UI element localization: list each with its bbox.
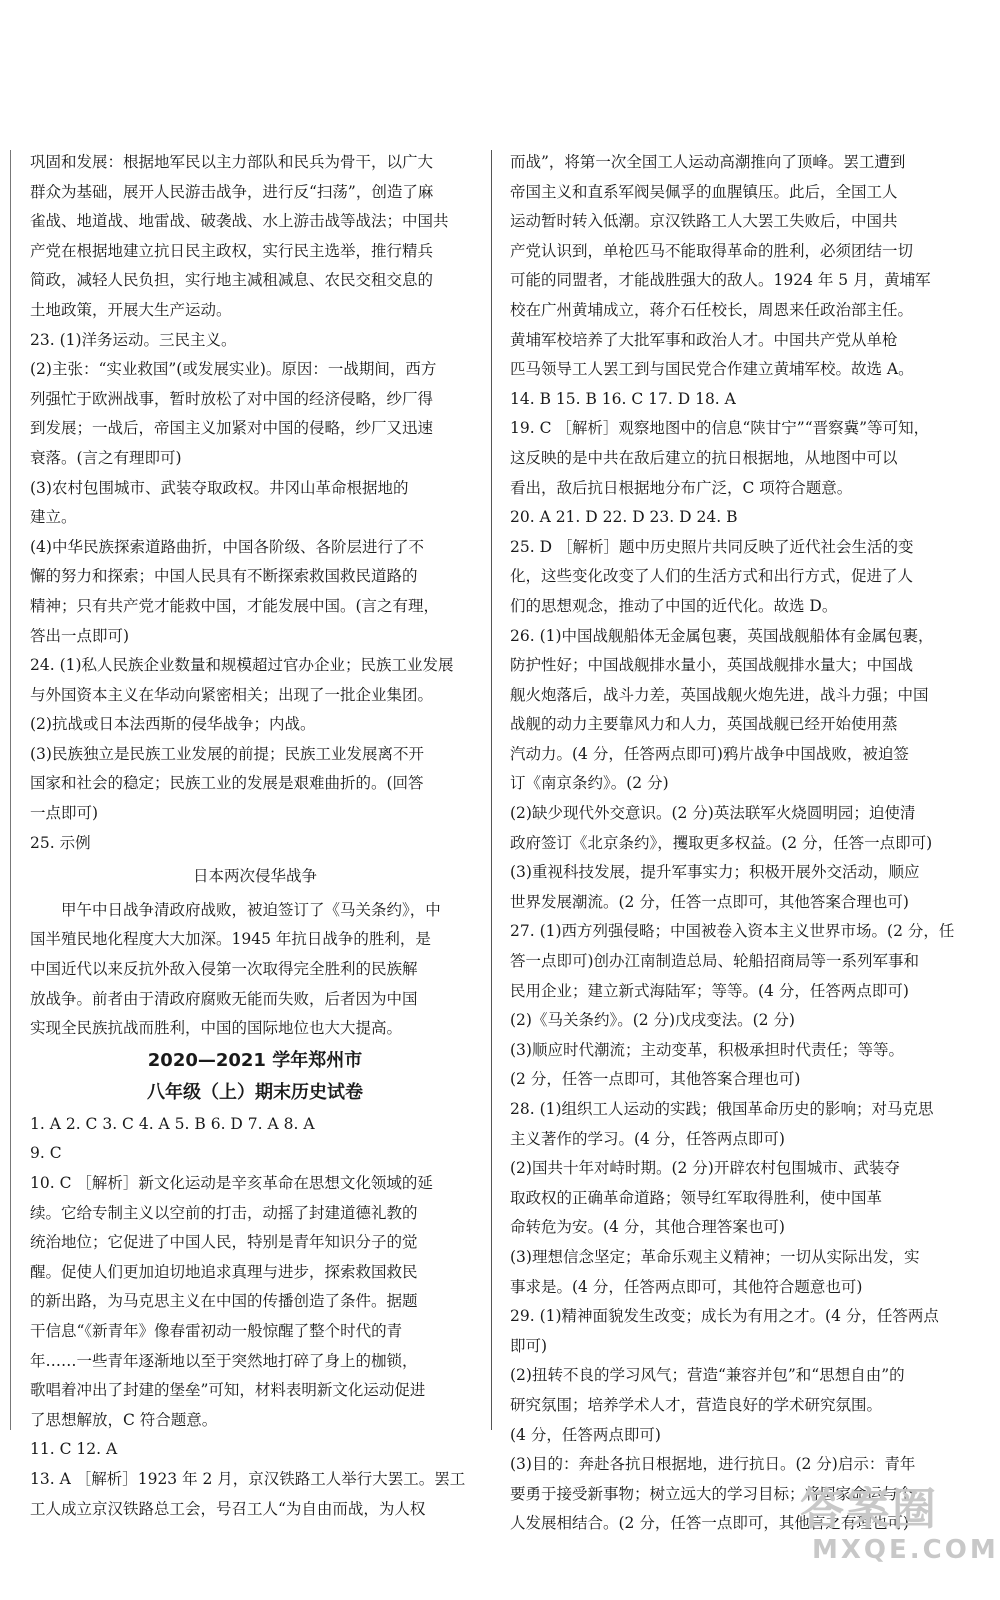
text-line: (1)洋务运动。三民主义。: [59, 330, 237, 349]
question-24: [30, 651, 480, 829]
text-line: 政府签订《北京条约》，攫取更多权益。(2 分，任答一点即可): [510, 833, 933, 852]
text-line: C ［解析］新文化运动是辛亥革命在思想文化领域的延: [59, 1174, 433, 1192]
text-line: 而战”，将第一次全国工人运动高潮推向了顶峰。罢工遭到: [510, 153, 906, 171]
text-line: 建立。: [30, 508, 77, 527]
text-line: 到发展；一战后，帝国主义加紧对中国的侵略，纱厂又迅速: [30, 419, 434, 438]
text-line: (2)国共十年对峙时期。(2 分)开辟农村包围城市、武装夺: [510, 1159, 900, 1178]
text-line: 看出，敌后抗日根据地分布广泛，C 项符合题意。: [510, 478, 853, 497]
question-27: [510, 917, 962, 1095]
text-line: 民用企业；建立新式海陆军；等等。(4 分，任答两点即可): [510, 981, 909, 1000]
text-line: 产党在根据地建立抗日民主政权，实行民主选举，推行精兵: [30, 241, 434, 260]
text-line: (3)重视科技发展，提升军事实力；积极开展外交活动，顺应: [510, 863, 920, 882]
text-line: (2)抗战或日本法西斯的侵华战争；内战。: [30, 715, 316, 734]
text-line: 工人成立京汉铁路总工会，号召工人“为自由而战，为人权: [30, 1499, 426, 1518]
question-number: 27.: [510, 922, 535, 941]
text-line: (1)精神面貌发生改变；成长为有用之才。(4 分，任答两点: [539, 1307, 939, 1326]
text-line: 放战争。前者由于清政府腐败无能而失败，后者因为中国: [30, 989, 418, 1008]
right-column: [510, 148, 962, 1539]
text-line: (3)农村包围城市、武装夺取政权。井冈山革命根据地的: [30, 478, 409, 497]
text-line: 的新出路，为马克思主义在中国的传播创造了条件。据题: [30, 1292, 418, 1311]
text-line: (1)组织工人运动的实践；俄国革命历史的影响；对马克思: [539, 1100, 934, 1118]
watermark-logo-text: 答案圈: [800, 1484, 938, 1535]
text-line: 订《南京条约》。(2 分): [510, 774, 669, 793]
text-line: (4 分，任答两点即可): [510, 1425, 661, 1444]
text-line: 歌唱着冲出了封建的堡垒”可知，材料表明新文化运动促进: [30, 1381, 426, 1400]
intro-block: [30, 148, 480, 326]
mc-answers: 9. C: [30, 1144, 62, 1163]
text-line: (2)主张：“实业救国”(或发展实业)。原因：一战期间，西方: [30, 360, 437, 379]
text-line: 即可): [510, 1336, 548, 1355]
question-13: [30, 1465, 480, 1524]
text-line: 统治地位；它促进了中国人民，特别是青年知识分子的觉: [30, 1233, 418, 1252]
question-13-continued: [510, 148, 962, 385]
text-line: 产党认识到，单枪匹马不能取得革命的胜利，必须团结一切: [510, 241, 914, 260]
mc-answers: 20. A 21. D 22. D 23. D 24. B: [510, 508, 738, 527]
text-line: (3)目的：奔赴各抗日根据地，进行抗日。(2 分)启示：青年: [510, 1455, 916, 1474]
text-line: 衰落。(言之有理即可): [30, 448, 182, 467]
question-10: [30, 1169, 480, 1435]
exam-title-line-1: 2020—2021 学年郑州市: [147, 1049, 363, 1071]
text-line: 这反映的是中共在敌后建立的抗日根据地，从地图中可以: [510, 448, 898, 467]
question-28: [510, 1095, 962, 1302]
text-line: 战舰的动力主要靠风力和人力，英国战舰已经开始使用蒸: [510, 715, 898, 734]
text-line: 主义著作的学习。(4 分，任答两点即可): [510, 1129, 785, 1148]
text-line: 甲午中日战争清政府战败，被迫签订了《马关条约》，中: [61, 900, 441, 919]
text-line: 续。它给专制主义以空前的打击，动摇了封建道德礼教的: [30, 1203, 418, 1222]
left-margin-line: [10, 150, 11, 1430]
question-number: 24.: [30, 656, 55, 675]
mc-answers: 14. B 15. B 16. C 17. D 18. A: [510, 389, 736, 408]
question-26: [510, 622, 962, 918]
text-line: 运动暂时转入低潮。京汉铁路工人大罢工失败后，中国共: [510, 212, 898, 231]
text-line: (2)缺少现代外交意识。(2 分)英法联军火烧圆明园；迫使清: [510, 804, 916, 823]
question-number: 25.: [510, 537, 535, 556]
text-line: 黄埔军校培养了大批军事和政治人才。中国共产党从单枪: [510, 330, 898, 349]
text-line: 群众为基础，展开人民游击战争，进行反“扫荡”，创造了麻: [30, 182, 434, 201]
question-number: 25.: [30, 833, 55, 852]
text-line: 干信息“《新青年》像春雷初动一般惊醒了整个时代的青: [30, 1321, 403, 1340]
text-line: (2 分，任答一点即可，其他答案合理也可): [510, 1070, 801, 1089]
text-line: (1)中国战舰船体无金属包裹，英国战舰船体有金属包裹，: [539, 626, 934, 645]
column-divider: [491, 150, 492, 1430]
text-line: (2)扭转不良的学习风气；营造“兼容并包”和“思想自由”的: [510, 1366, 905, 1385]
question-25: [30, 829, 480, 1044]
text-line: 中国近代以来反抗外敌入侵第一次取得完全胜利的民族解: [30, 960, 418, 979]
text-line: 化，这些变化改变了人们的生活方式和出行方式，促进了人: [510, 567, 914, 586]
text-line: 世界发展潮流。(2 分，任答一点即可，其他答案合理也可): [510, 892, 909, 911]
example-label: 示例: [59, 833, 91, 852]
text-line: 实现全民族抗战而胜利，中国的国际地位也大大提高。: [30, 1019, 403, 1038]
text-line: 年……一些青年逐渐地以至于突然地打碎了身上的枷锁，: [30, 1351, 418, 1370]
text-line: 国家和社会的稳定；民族工业的发展是艰难曲折的。(回答: [30, 774, 424, 793]
text-line: 雀战、地道战、地雷战、破袭战、水上游击战等战法；中国共: [30, 212, 449, 231]
text-line: (2)《马关条约》。(2 分)戊戌变法。(2 分): [510, 1011, 795, 1030]
text-line: 研究氛围；培养学术人才，营造良好的学术研究氛围。: [510, 1395, 883, 1414]
text-line: 答一点即可)创办江南制造总局、轮船招商局等一系列军事和: [510, 952, 920, 971]
text-line: 汽动力。(4 分，任答两点即可)鸦片战争中国战败，被迫签: [510, 744, 909, 763]
text-line: 匹马领导工人罢工到与国民党合作建立黄埔军校。故选 A。: [510, 360, 914, 379]
question-number: 10.: [30, 1174, 55, 1192]
text-line: D ［解析］题中历史照片共同反映了近代社会生活的变: [539, 537, 914, 556]
mc-answers: 1. A 2. C 3. C 4. A 5. B 6. D 7. A 8. A: [30, 1114, 315, 1133]
text-line: (3)民族独立是民族工业发展的前提；民族工业发展离不开: [30, 744, 424, 763]
question-number: 29.: [510, 1307, 535, 1326]
text-line: (4)中华民族探索道路曲折，中国各阶级、各阶层进行了不: [30, 537, 424, 556]
watermark-url: MXQE.COM: [812, 1535, 999, 1565]
text-line: 精神；只有共产党才能救中国，才能发展中国。(言之有理，: [30, 596, 440, 615]
text-line: 醒。促使人们更加迫切地追求真理与进步，探索救国救民: [30, 1262, 418, 1281]
text-line: 防护性好；中国战舰排水量小，英国战舰排水量大；中国战: [510, 656, 914, 675]
question-number: 23.: [30, 330, 55, 349]
exam-title-line-2: 八年级（上）期末历史试卷: [147, 1081, 363, 1103]
left-column: [30, 148, 480, 1524]
text-line: 国半殖民地化程度大大加深。1945 年抗日战争的胜利，是: [30, 930, 431, 949]
question-23: [30, 326, 480, 652]
text-line: 校在广州黄埔成立，蒋介石任校长，周恩来任政治部主任。: [510, 300, 914, 319]
essay-title: 日本两次侵华战争: [192, 867, 317, 886]
text-line: (3)顺应时代潮流；主动变革，积极承担时代责任；等等。: [510, 1040, 904, 1059]
text-line: 简政，减轻人民负担，实行地主减租减息、农民交租交息的: [30, 271, 434, 290]
text-line: 答出一点即可): [30, 626, 130, 645]
text-line: 们的思想观念，推动了中国的近代化。故选 D。: [510, 596, 838, 615]
question-number: 28.: [510, 1100, 535, 1118]
text-line: 可能的同盟者，才能战胜强大的敌人。1924 年 5 月，黄埔军: [510, 271, 931, 290]
text-line: 懈的努力和探索；中国人民具有不断探索救国救民道路的: [30, 567, 418, 586]
site-watermark: [800, 1484, 999, 1585]
text-line: 人发展相结合。(2 分，任答一点即可，其他言之有理也可): [510, 1514, 909, 1533]
text-line: 了思想解放，C 符合题意。: [30, 1410, 218, 1429]
text-line: 取政权的正确革命道路；领导红军取得胜利，使中国革: [510, 1188, 883, 1207]
text-line: 一点即可): [30, 804, 99, 823]
text-line: 舰火炮落后，战斗力差，英国战舰火炮先进，战斗力强；中国: [510, 685, 929, 704]
question-number: 26.: [510, 626, 535, 645]
question-19: [510, 414, 962, 503]
question-number: 19.: [510, 419, 535, 438]
text-line: (1)私人民族企业数量和规模超过官办企业；民族工业发展: [59, 656, 454, 675]
mc-answers: 11. C 12. A: [30, 1440, 118, 1459]
text-line: 土地政策，开展大生产运动。: [30, 300, 232, 319]
text-line: 与外国资本主义在华动向紧密相关；出现了一批企业集团。: [30, 685, 434, 704]
text-line: (3)理想信念坚定；革命乐观主义精神；一切从实际出发，实: [510, 1247, 920, 1266]
text-line: 事求是。(4 分，任答两点即可，其他符合题意也可): [510, 1277, 863, 1296]
text-line: A ［解析］1923 年 2 月，京汉铁路工人举行大罢工。罢工: [59, 1469, 466, 1488]
text-line: (1)西方列强侵略；中国被卷入资本主义世界市场。(2 分，任: [539, 922, 955, 941]
question-number: 13.: [30, 1469, 55, 1488]
text-line: 命转危为安。(4 分，其他合理答案也可): [510, 1218, 785, 1237]
question-25-right: [510, 533, 962, 622]
text-line: C ［解析］观察地图中的信息“陕甘宁”“晋察冀”等可知，: [539, 419, 930, 438]
text-line: 帝国主义和直系军阀吴佩孚的血腥镇压。此后，全国工人: [510, 182, 898, 201]
text-line: 巩固和发展：根据地军民以主力部队和民兵为骨干，以广大: [30, 153, 434, 171]
text-line: 要勇于接受新事物；树立远大的学习目标；将国家命运与个: [510, 1484, 914, 1503]
text-line: 列强忙于欧洲战事，暂时放松了对中国的经济侵略，纱厂得: [30, 389, 434, 408]
